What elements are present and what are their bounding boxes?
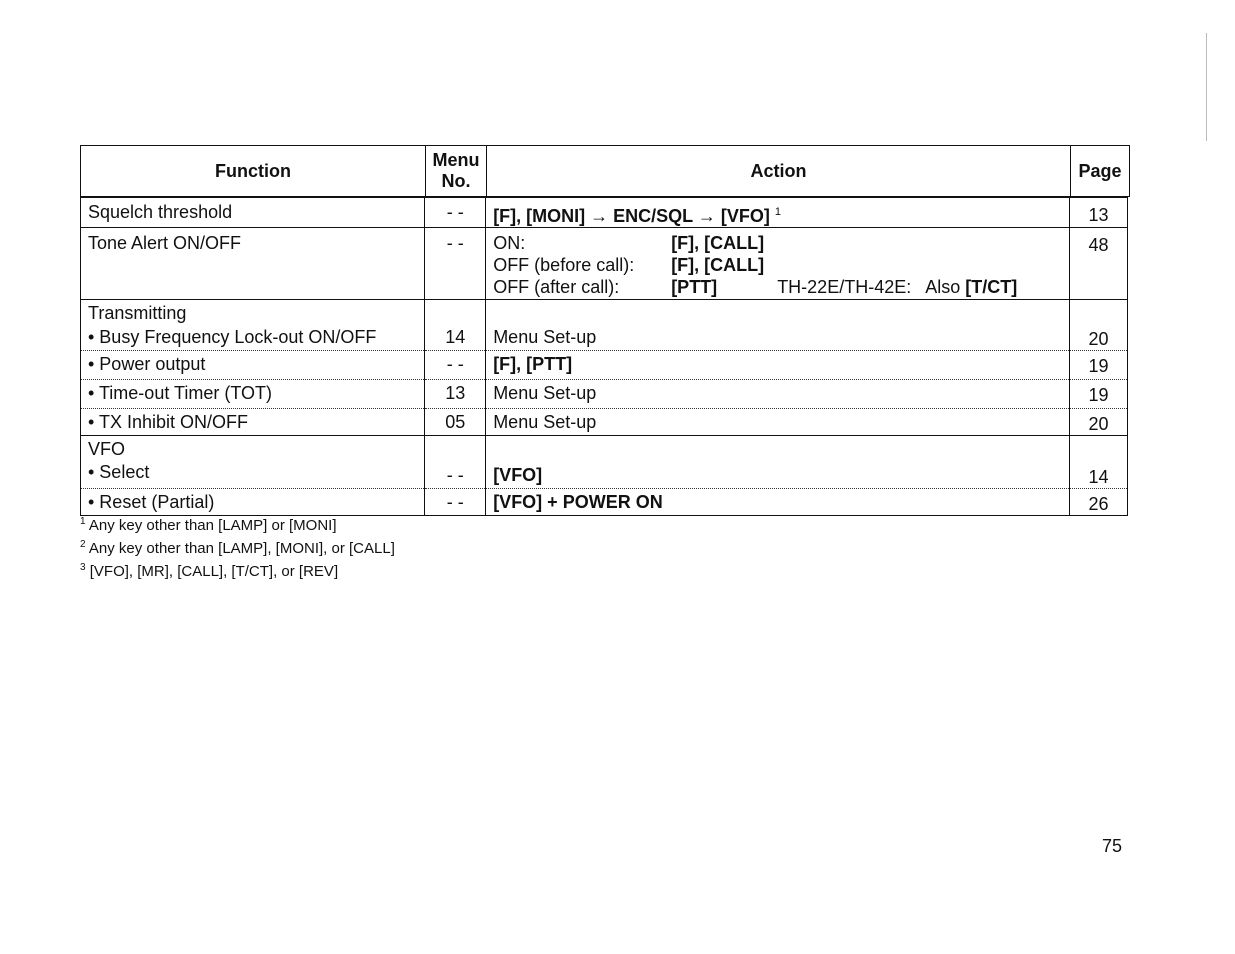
menu-cell: - - [425, 228, 486, 300]
footnote: $^3$ [VFO], [MR], [CALL], [T/CT], or [REV] [80, 562, 339, 580]
footnote-ref: 1 [774, 206, 781, 218]
margin-line [1206, 33, 1207, 141]
tone-line: ON: [F], [CALL] [493, 233, 765, 253]
page-cell: 19 [1070, 380, 1128, 409]
action-text: [F], [MONI] → ENC/SQL → [VFO] [493, 206, 770, 226]
action-cell: Menu Set-up [486, 380, 1070, 409]
page-cell: 13 [1070, 198, 1128, 228]
action-cell: [VFO] [486, 460, 1070, 489]
action-cell: [VFO] + POWER ON [486, 489, 1070, 516]
function-cell: • Select [81, 460, 425, 489]
function-cell: • TX Inhibit ON/OFF [81, 409, 425, 436]
function-cell: Tone Alert ON/OFF [81, 228, 425, 300]
page-number: 75 [1102, 836, 1123, 856]
header-page: Page [1070, 145, 1130, 197]
menu-cell: - - [425, 489, 486, 516]
menu-cell: - - [425, 351, 486, 380]
menu-cell: - - [425, 460, 486, 489]
tone-line: OFF (after call): [PTT] TH-22E/TH-42E: Also [T/CT] [493, 277, 1018, 297]
footnote: $^2$ Any key other than [LAMP], [MONI], or [CALL] [80, 539, 395, 557]
footnote: $^1$ Any key other than [LAMP] or [MONI] [80, 516, 337, 534]
group-label: VFO [81, 436, 425, 461]
page-cell: 26 [1070, 489, 1128, 516]
table-row [81, 228, 1128, 300]
page-cell: 20 [1070, 324, 1128, 351]
function-cell: Squelch threshold [81, 198, 425, 228]
table-row [81, 324, 1128, 351]
header-menu-no: Menu No. [425, 145, 487, 197]
page-cell: 20 [1070, 409, 1128, 436]
table-row [81, 409, 1128, 436]
menu-cell: 13 [425, 380, 486, 409]
menu-cell: - - [425, 198, 486, 228]
header-action: Action [486, 145, 1071, 197]
table-row [81, 436, 1128, 461]
header-function: Function [80, 145, 426, 197]
function-cell: • Busy Frequency Lock-out ON/OFF [81, 324, 425, 351]
action-cell [486, 228, 1070, 300]
page-cell: 48 [1070, 228, 1128, 300]
action-cell: Menu Set-up [486, 324, 1070, 351]
tone-line: OFF (before call): [F], [CALL] [493, 255, 765, 275]
table-row [81, 351, 1128, 380]
page-cell: 14 [1070, 460, 1128, 489]
table-row [81, 489, 1128, 516]
function-cell: • Power output [81, 351, 425, 380]
group-label: Transmitting [81, 300, 425, 325]
table-row [81, 198, 1128, 228]
function-table-body [80, 197, 1128, 516]
function-cell: • Time-out Timer (TOT) [81, 380, 425, 409]
menu-cell: 05 [425, 409, 486, 436]
table-row [81, 380, 1128, 409]
function-cell: • Reset (Partial) [81, 489, 425, 516]
page-cell: 19 [1070, 351, 1128, 380]
menu-cell: 14 [425, 324, 486, 351]
action-cell: [F], [PTT] [486, 351, 1070, 380]
action-cell [486, 198, 1070, 228]
table-row [81, 460, 1128, 489]
table-row [81, 300, 1128, 325]
action-cell: Menu Set-up [486, 409, 1070, 436]
